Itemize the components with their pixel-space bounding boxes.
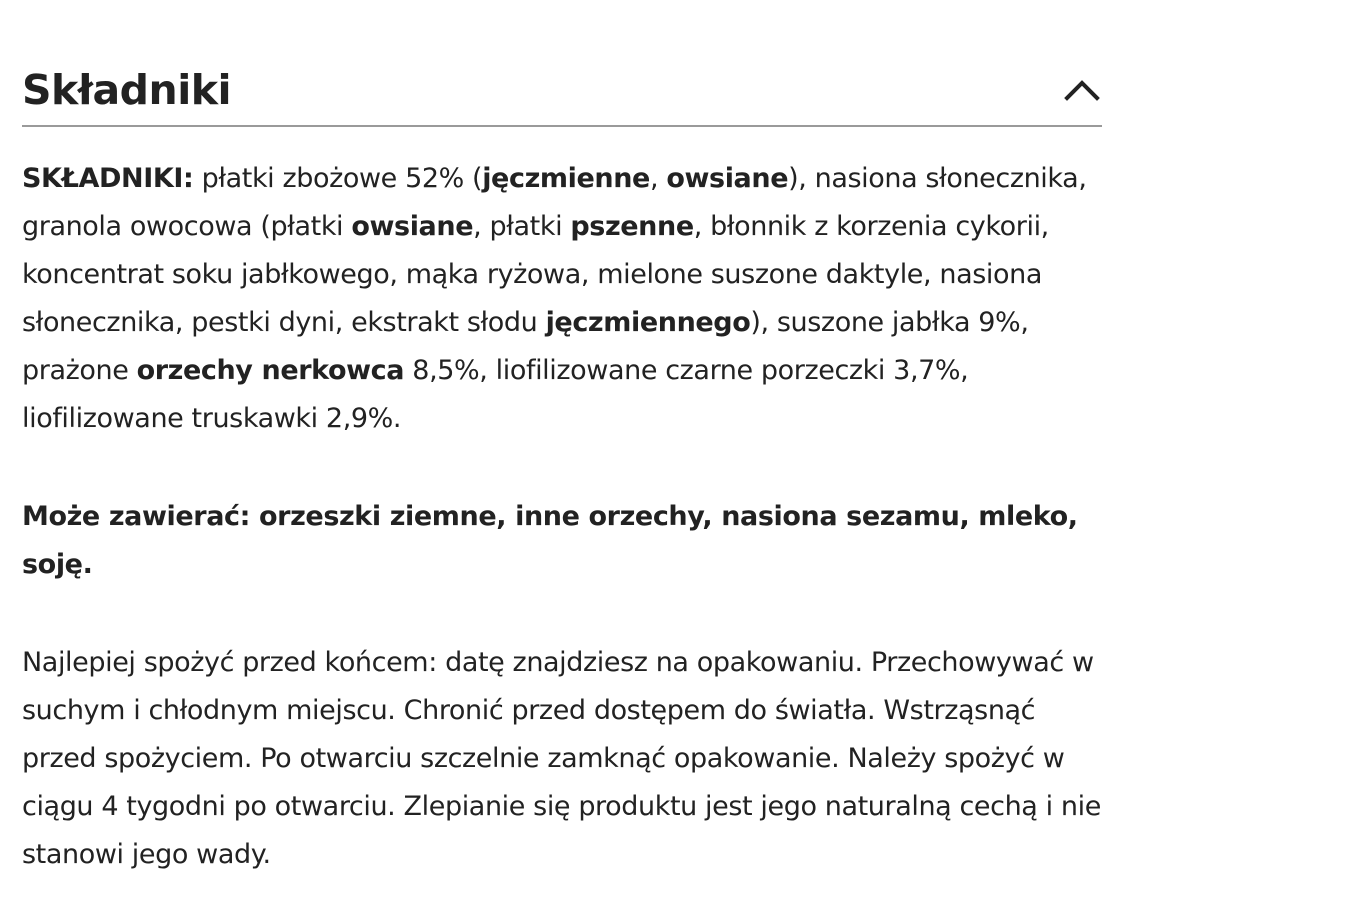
allergen-highlight: owsiane — [351, 211, 474, 242]
ingredients-segment: ), nasiona słonecznika, granola owocowa (płatki — [22, 163, 1087, 242]
allergen-warning — [22, 493, 1102, 589]
ingredients-segment: 8,5%, liofilizowane czarne porzeczki 3,7%, liofilizowane truskawki 2,9%. — [22, 355, 969, 434]
allergen-highlight: orzechy nerkowca — [136, 355, 405, 386]
ingredients-segment: ), suszone jabłka 9%, prażone — [22, 307, 1029, 386]
storage-instructions: Najlepiej spożyć przed końcem: datę znajdziesz na opakowaniu. Przechowywać w suchym i chłodnym miejscu. Chronić przed dostępem do światła. Wstrząsnąć przed spożyciem. Po otwarciu szczelnie zamknąć opakowanie. Należy spożyć w ciągu 4 tygodni po otwarciu. Zlepianie się produktu jest jego naturalną cechą i nie stanowi jego wady. — [22, 647, 1101, 870]
allergen-highlight: jęczmiennego — [545, 307, 751, 338]
ingredients-segment: płatki zbożowe 52% ( — [193, 163, 483, 194]
allergen-highlight: pszenne — [570, 211, 694, 242]
accordion-header[interactable] — [22, 55, 1102, 127]
ingredients-label: SKŁADNIKI: — [22, 163, 194, 194]
allergen-highlight: jęczmienne — [482, 163, 650, 194]
allergen-highlight: owsiane — [666, 163, 789, 194]
accordion-content — [22, 127, 1102, 879]
ingredients-segment: , — [649, 163, 667, 194]
ingredients-segment: , błonnik z korzenia cykorii, koncentrat soku jabłkowego, mąka ryżowa, mielone suszone daktyle, nasiona słonecznika, pestki dyni, ekstrakt słodu — [22, 211, 1049, 338]
ingredients-segment: , płatki — [473, 211, 571, 242]
section-title: Składniki — [22, 66, 232, 114]
ingredients-accordion — [22, 55, 1102, 898]
allergen-warning-text: Może zawierać: orzeszki ziemne, inne orzechy, nasiona sezamu, mleko, soję. — [22, 501, 1078, 580]
ingredients-text — [22, 155, 1102, 443]
chevron-up-icon[interactable] — [1062, 70, 1102, 110]
